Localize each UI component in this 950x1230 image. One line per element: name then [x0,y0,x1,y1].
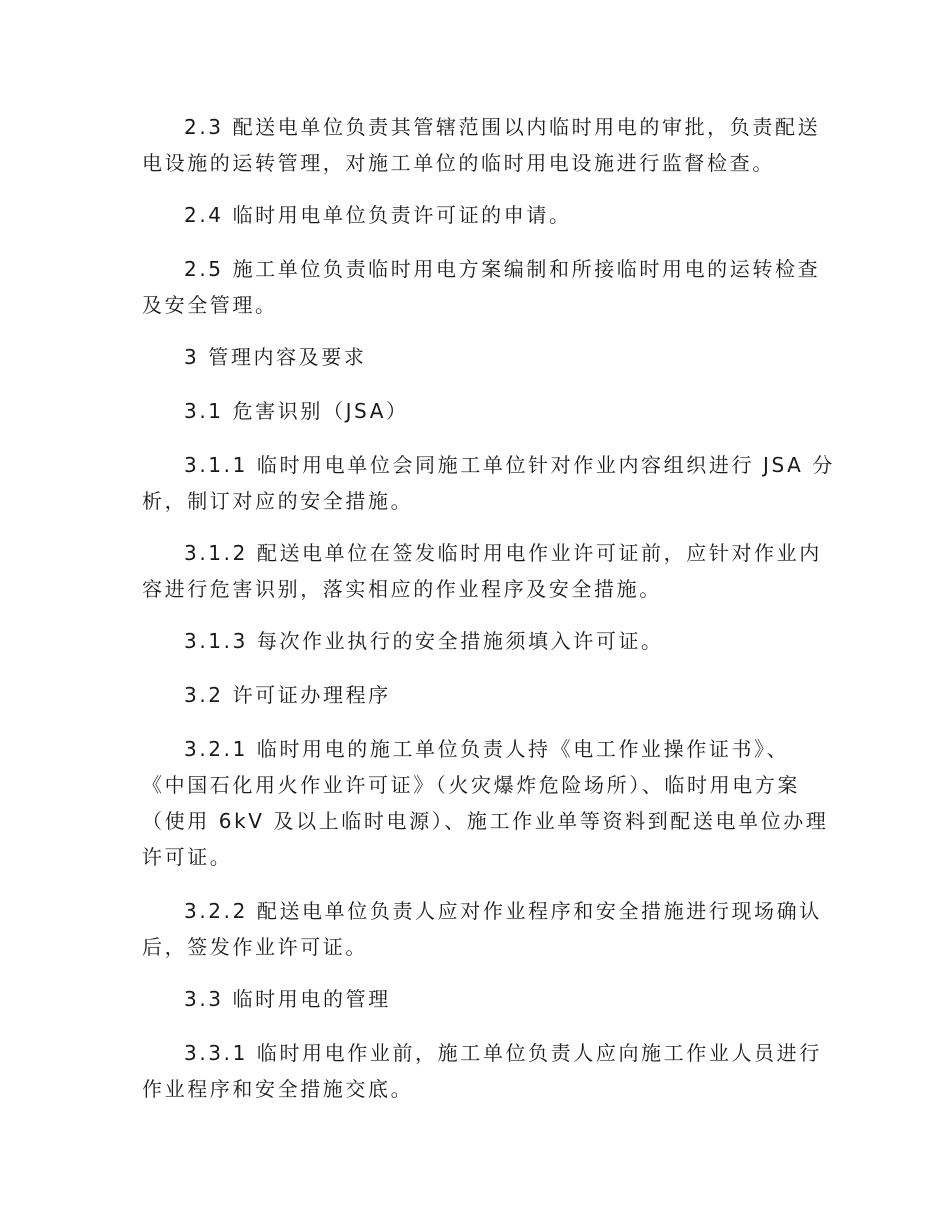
para-3-2-2-line-1: 3.2.2 配送电单位负责人应对作业程序和安全措施进行现场确认 [184,899,822,923]
para-2-5-line-2: 及安全管理。 [142,293,278,317]
para-3-3-1-line-1: 3.3.1 临时用电作业前，施工单位负责人应向施工作业人员进行 [184,1041,822,1065]
para-2-5-line-1: 2.5 施工单位负责临时用电方案编制和所接临时用电的运转检查 [184,257,821,281]
para-2-4-line-1: 2.4 临时用电单位负责许可证的申请。 [184,203,572,227]
para-3-3-1-line-2: 作业程序和安全措施交底。 [142,1077,414,1101]
section-3-1-heading: 3.1 危害识别（JSA） [184,399,409,423]
para-3-1-2-line-2: 容进行危害识别，落实相应的作业程序及安全措施。 [142,577,662,601]
para-3-1-1-line-1: 3.1.1 临时用电单位会同施工单位针对作业内容组织进行 JSA 分 [184,453,836,477]
para-3-1-3-line-1: 3.1.3 每次作业执行的安全措施须填入许可证。 [184,629,664,653]
para-2-3-line-1: 2.3 配送电单位负责其管辖范围以内临时用电的审批，负责配送 [184,115,821,139]
para-3-1-1-line-2: 析，制订对应的安全措施。 [142,489,414,513]
section-3-heading: 3 管理内容及要求 [184,345,367,369]
para-3-2-1-line-3: （使用 6kV 及以上临时电源）、施工作业单等资料到配送电单位办理 [142,809,829,833]
para-3-2-1-line-4: 许可证。 [142,845,233,869]
section-3-2-heading: 3.2 许可证办理程序 [184,683,391,707]
para-3-2-2-line-2: 后，签发作业许可证。 [142,935,368,959]
para-3-1-2-line-1: 3.1.2 配送电单位在签发临时用电作业许可证前，应针对作业内 [184,541,822,565]
para-3-2-1-line-1: 3.2.1 临时用电的施工单位负责人持《电工作业操作证书》、 [184,737,790,761]
para-2-3-line-2: 电设施的运转管理，对施工单位的临时用电设施进行监督检查。 [142,151,775,175]
section-3-3-heading: 3.3 临时用电的管理 [184,987,391,1011]
para-3-2-1-line-2: 《中国石化用火作业许可证》（火灾爆炸危险场所）、临时用电方案 [142,773,800,797]
